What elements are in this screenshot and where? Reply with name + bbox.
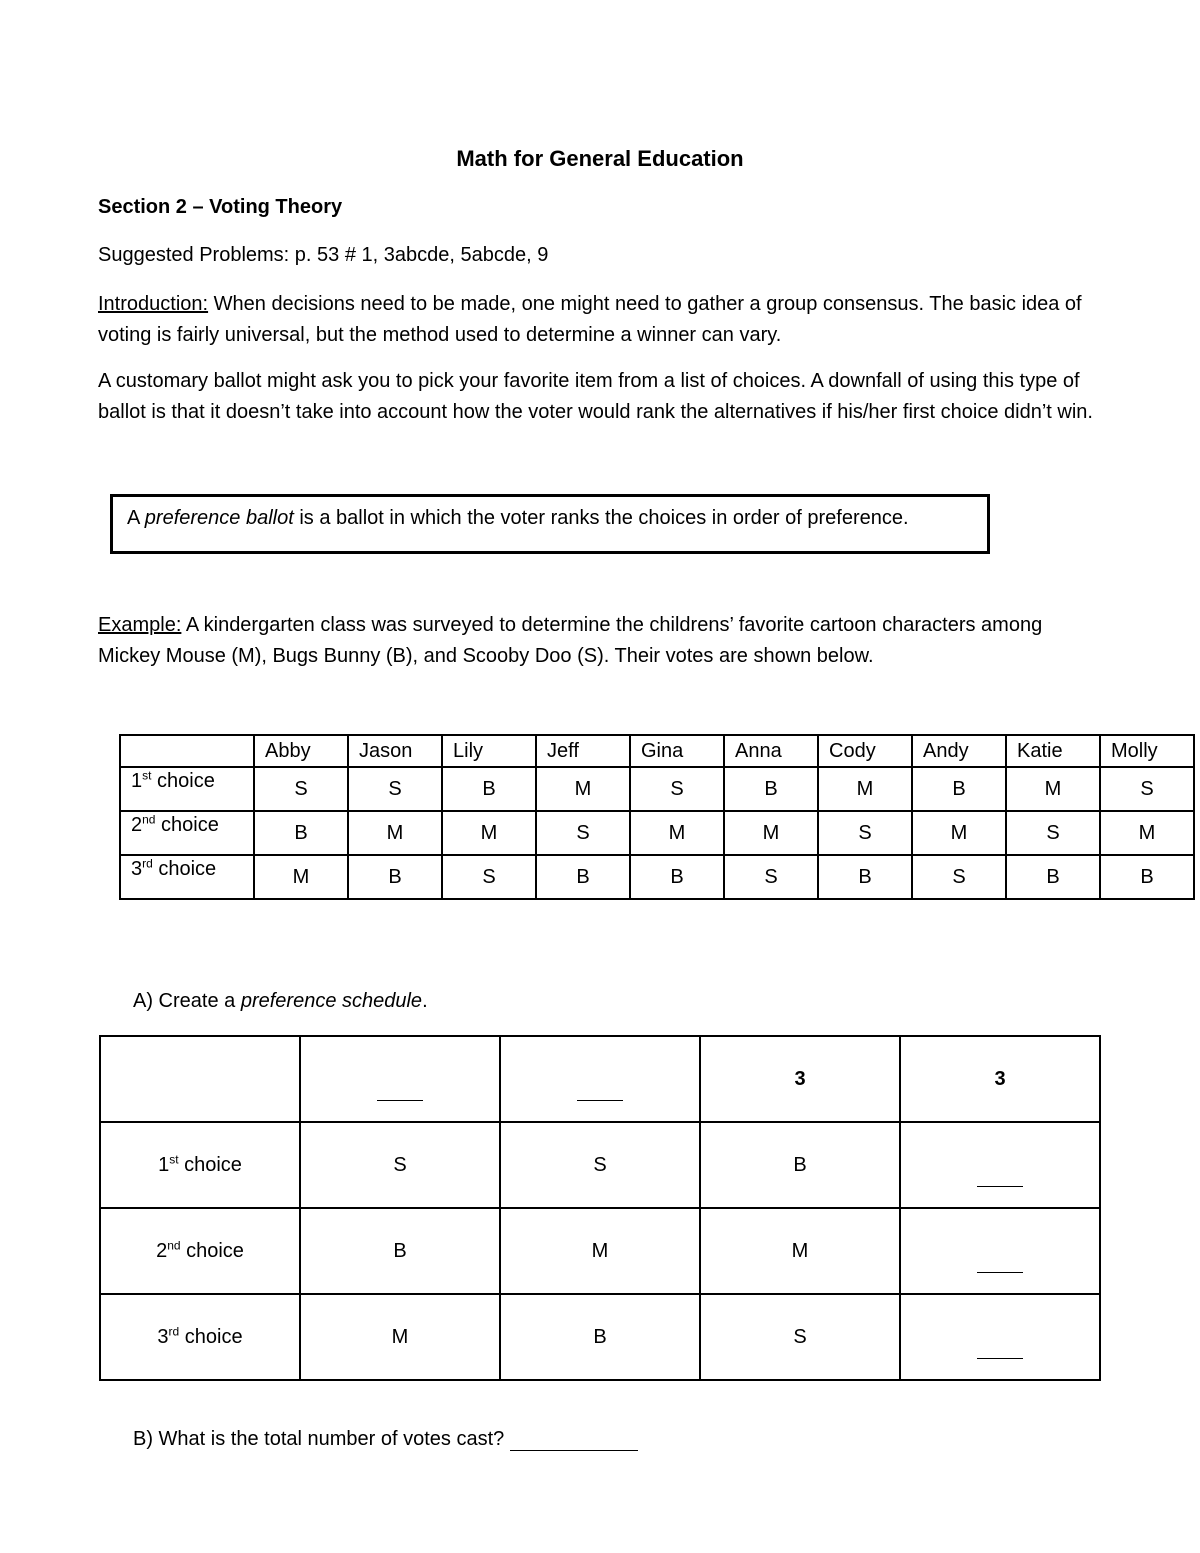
schedule-cell: S: [700, 1294, 900, 1380]
votes-corner-cell: [120, 735, 254, 767]
choice-word: choice: [152, 858, 217, 880]
vote-cell: S: [1006, 811, 1100, 855]
choice-label: [120, 811, 254, 855]
page-title: Math for General Education: [456, 146, 744, 171]
vote-cell: B: [442, 767, 536, 811]
answer-blank[interactable]: [977, 1271, 1023, 1273]
voter-name: Gina: [630, 735, 724, 767]
vote-cell: B: [630, 855, 724, 899]
part-a-term: preference schedule: [240, 990, 423, 1012]
definition-box: [110, 494, 990, 554]
vote-cell: M: [630, 811, 724, 855]
choice-label: [100, 1122, 300, 1208]
vote-cell: S: [630, 767, 724, 811]
vote-cell: M: [818, 767, 912, 811]
definition-term: preference ballot: [144, 507, 294, 529]
schedule-cell-blank[interactable]: [900, 1294, 1100, 1380]
schedule-row-1st: [100, 1122, 1100, 1208]
vote-cell: S: [818, 811, 912, 855]
schedule-row-3rd: [100, 1294, 1100, 1380]
choice-word: choice: [178, 1153, 242, 1176]
schedule-cell: M: [700, 1208, 900, 1294]
choice-word: choice: [151, 770, 215, 792]
vote-cell: S: [536, 811, 630, 855]
vote-cell: S: [724, 855, 818, 899]
voter-name: Jason: [348, 735, 442, 767]
schedule-cell-blank[interactable]: [900, 1122, 1100, 1208]
schedule-cell: B: [300, 1208, 500, 1294]
schedule-cell: M: [500, 1208, 700, 1294]
vote-cell: B: [724, 767, 818, 811]
section-heading: Section 2 – Voting Theory: [98, 196, 343, 218]
choice-number: 2: [156, 1239, 168, 1262]
vote-cell: S: [442, 855, 536, 899]
intro-label: Introduction:: [98, 293, 209, 315]
voter-name: Cody: [818, 735, 912, 767]
schedule-cell: S: [500, 1122, 700, 1208]
schedule-cell: M: [300, 1294, 500, 1380]
part-b-prompt: [133, 1428, 638, 1451]
schedule-corner-cell: [100, 1036, 300, 1122]
vote-cell: M: [912, 811, 1006, 855]
vote-cell: M: [1100, 811, 1194, 855]
intro-text: When decisions need to be made, one might need to gather a group consensus. The basic idea of voting is fairly universal, but the method used to determine a winner can vary.: [98, 293, 1082, 346]
total-votes-blank[interactable]: [510, 1432, 638, 1451]
choice-number: 2: [131, 814, 143, 836]
votes-row-3rd: [120, 855, 1194, 899]
voter-name: Andy: [912, 735, 1006, 767]
answer-blank[interactable]: [577, 1099, 623, 1101]
voter-name: Molly: [1100, 735, 1194, 767]
choice-suffix: st: [142, 768, 152, 783]
vote-cell: S: [912, 855, 1006, 899]
vote-cell: B: [912, 767, 1006, 811]
choice-suffix: rd: [142, 856, 153, 871]
count-cell-blank[interactable]: [500, 1036, 700, 1122]
choice-suffix: nd: [167, 1237, 181, 1252]
vote-cell: M: [348, 811, 442, 855]
choice-label: [120, 767, 254, 811]
choice-number: 3: [131, 858, 143, 880]
answer-blank[interactable]: [977, 1185, 1023, 1187]
vote-cell: M: [1006, 767, 1100, 811]
definition-rest: is a ballot in which the voter ranks the choices in order of preference.: [293, 507, 909, 529]
schedule-count-row: [100, 1036, 1100, 1122]
schedule-cell-blank[interactable]: [900, 1208, 1100, 1294]
vote-cell: B: [254, 811, 348, 855]
schedule-cell: S: [300, 1122, 500, 1208]
choice-label: [100, 1294, 300, 1380]
example-paragraph: [98, 610, 1108, 672]
schedule-cell: B: [500, 1294, 700, 1380]
count-cell-blank[interactable]: [300, 1036, 500, 1122]
answer-blank[interactable]: [377, 1099, 423, 1101]
count-cell: 3: [700, 1036, 900, 1122]
example-label: Example:: [98, 614, 182, 636]
preference-schedule-table: [99, 1035, 1101, 1381]
voter-name: Abby: [254, 735, 348, 767]
vote-cell: B: [348, 855, 442, 899]
voter-name: Lily: [442, 735, 536, 767]
choice-suffix: st: [169, 1151, 179, 1166]
vote-cell: M: [254, 855, 348, 899]
vote-cell: S: [348, 767, 442, 811]
voter-name: Anna: [724, 735, 818, 767]
votes-header-row: [120, 735, 1194, 767]
votes-row-1st: [120, 767, 1194, 811]
vote-cell: M: [724, 811, 818, 855]
part-b-text: B) What is the total number of votes cast?: [133, 1428, 510, 1450]
vote-cell: M: [536, 767, 630, 811]
choice-word: choice: [180, 1239, 244, 1262]
part-a-suffix: .: [422, 990, 428, 1012]
vote-cell: B: [818, 855, 912, 899]
voter-name: Jeff: [536, 735, 630, 767]
votes-row-2nd: [120, 811, 1194, 855]
vote-cell: M: [442, 811, 536, 855]
part-a-prefix: A) Create a: [133, 990, 241, 1012]
schedule-cell: B: [700, 1122, 900, 1208]
choice-label: [100, 1208, 300, 1294]
choice-suffix: rd: [168, 1323, 180, 1338]
example-text: A kindergarten class was surveyed to determine the childrens’ favorite cartoon characters among Mickey Mouse (M), Bugs Bunny (B), and Scooby Doo (S). Their votes are shown below.: [98, 614, 1043, 667]
choice-word: choice: [179, 1325, 243, 1348]
count-cell: 3: [900, 1036, 1100, 1122]
choice-suffix: nd: [142, 812, 156, 827]
intro-paragraph: [98, 289, 1108, 351]
schedule-row-2nd: [100, 1208, 1100, 1294]
vote-cell: B: [536, 855, 630, 899]
suggested-problems: Suggested Problems: p. 53 # 1, 3abcde, 5abcde, 9: [98, 244, 549, 266]
choice-number: 3: [157, 1325, 169, 1348]
ballot-paragraph: A customary ballot might ask you to pick your favorite item from a list of choices. A downfall of using this type of ballot is that it doesn’t take into account how the voter would rank the alternatives if his/her first choice didn’t win.: [98, 370, 1093, 423]
answer-blank[interactable]: [977, 1357, 1023, 1359]
definition-prefix: A: [127, 507, 145, 529]
choice-number: 1: [131, 770, 143, 792]
votes-table: [119, 734, 1195, 900]
vote-cell: B: [1100, 855, 1194, 899]
vote-cell: S: [1100, 767, 1194, 811]
voter-name: Katie: [1006, 735, 1100, 767]
choice-label: [120, 855, 254, 899]
vote-cell: B: [1006, 855, 1100, 899]
part-a-prompt: [133, 990, 428, 1013]
choice-number: 1: [158, 1153, 170, 1176]
vote-cell: S: [254, 767, 348, 811]
choice-word: choice: [155, 814, 219, 836]
